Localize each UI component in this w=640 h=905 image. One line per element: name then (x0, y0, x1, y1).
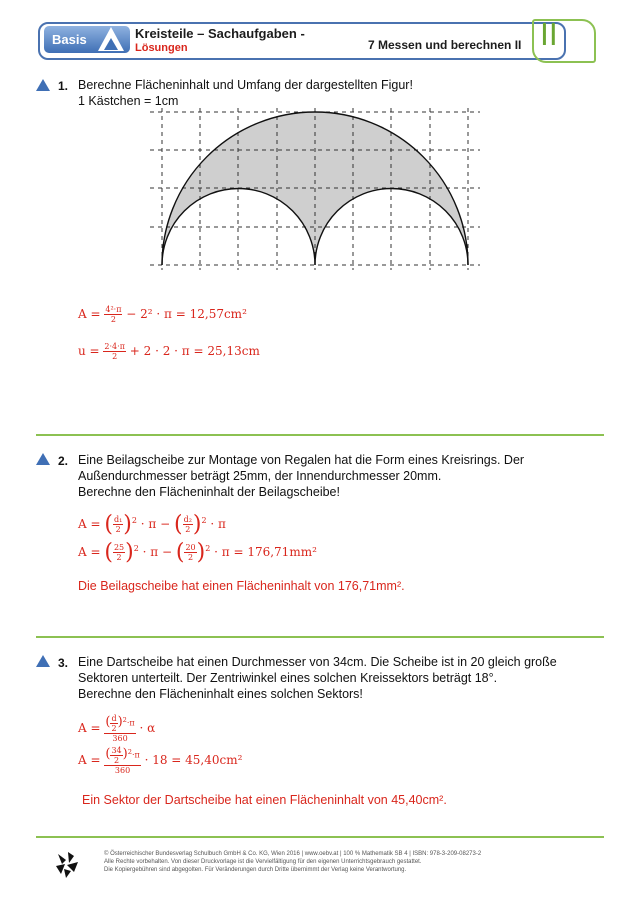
separator (36, 434, 604, 436)
task-difficulty-icon (36, 655, 50, 667)
page-subtitle: Lösungen (135, 42, 188, 54)
page-title: Kreisteile – Sachaufgaben - (135, 26, 305, 41)
task2-formula-general: A = ( $\frac{\text{d₁}}{2}$ )$^2$ · π − ( $\frac{\text{d₂}}{2}$ )$^2$ · π (78, 512, 226, 537)
task1-text: Berechne Flächeninhalt und Umfang der dargestellten Figur! (78, 78, 413, 92)
separator (36, 836, 604, 838)
task3-line3: Berechne den Flächeninhalt eines solchen Sektors! (78, 687, 363, 701)
separator (36, 636, 604, 638)
task2-formula-values: A = ( $\frac{25}{2}$ )$^2$ · π − ( $\frac{20}{2}$ )$^2$ · π = 176,71mm² (78, 540, 317, 565)
task3-line1: Eine Dartscheibe hat einen Durchmesser von 34cm. Die Scheibe ist in 20 gleich große (78, 655, 557, 669)
task2-line2: Außendurchmesser beträgt 25mm, der Innendurchmesser 20mm. (78, 469, 442, 483)
task2-line3: Berechne den Flächeninhalt der Beilagscheibe! (78, 485, 340, 499)
task1-area-formula: A = $\frac{\text{4²·π}}{2}$ − 2² · π = 12,57cm² (78, 305, 247, 324)
task3-answer: Ein Sektor der Dartscheibe hat einen Flächeninhalt von 45,40cm². (82, 793, 447, 807)
task-difficulty-icon (36, 453, 50, 465)
logo-text: Basis (52, 32, 87, 47)
publisher-logo-icon (52, 850, 82, 880)
task1-figure (150, 108, 480, 270)
task-difficulty-icon (36, 79, 50, 91)
task1-scale: 1 Kästchen = 1cm (78, 94, 179, 108)
footer-copyright: © Österreichischer Bundesverlag Schulbuch GmbH & Co. KG, Wien 2016 | www.oebv.at | 100 % Mathematik SB 4 | ISBN: 978-3-209-08273-2 Alle Rechte vorbehalten. Von dieser Druckvorlage ist die Vervielfältigung für den eigenen Unterrichtsgebrauch gestattet. Die Kopiergebühren sind abgegolten. Für Veränderungen durch Dritte übernimmt der Verlag keine Verantwortung. (104, 851, 482, 873)
chapter-title: 7 Messen und berechnen II (368, 38, 522, 52)
triangle-logo-inner-icon (104, 38, 118, 50)
task2-line1: Eine Beilagscheibe zur Montage von Regalen hat die Form eines Kreisrings. Der (78, 453, 525, 467)
task1-number: 1. (58, 79, 69, 93)
task2-number: 2. (58, 454, 69, 468)
task3-formula-general: A = ( $\frac{d}{2}$ )$^2$·π 360 · α (78, 714, 156, 743)
grid (150, 108, 480, 270)
task3-formula-values: A = ( $\frac{34}{2}$ )$^2$·π 360 · 18 = 45,40cm² (78, 746, 243, 775)
task1-perimeter-formula: u = $\frac{2\cdot 4\cdot\pi}{2}$ + 2 · 2 · π = 25,13cm (78, 342, 260, 361)
task2-answer: Die Beilagscheibe hat einen Flächeninhalt von 176,71mm². (78, 579, 405, 593)
task3-line2: Sektoren unterteilt. Der Zentriwinkel eines solchen Kreissektors beträgt 18°. (78, 671, 498, 685)
level-badge: II (540, 18, 558, 53)
task3-number: 3. (58, 656, 69, 670)
